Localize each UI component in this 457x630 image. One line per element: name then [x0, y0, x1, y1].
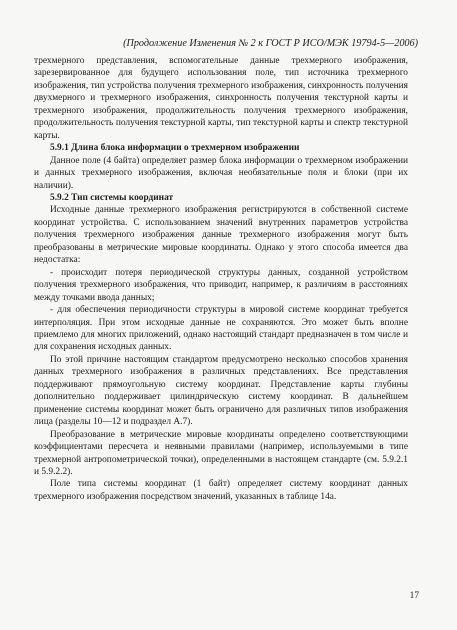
list-item-drawback-2: - для обеспечения периодичности структуры в мировой системе координат требуется интерполяция. При этом исходные данные не сохраняются. Это может быть вполне приемлемо для многих приложений, однако настоящий стандарт предназначен в том числе и для сохранения исходных данных. [34, 305, 408, 353]
paragraph-metric-conversion: Преобразование в метрические мировые координаты определено соответствующими коэффициентами пересчета и неявными правилами (например, используемыми в типе трехмерной антропометрической точки), определенными в настоящем стандарте (см. 5.9.2.1 и 5.9.2.2). [34, 429, 408, 477]
running-header: (Продолжение Изменения № 2 к ГОСТ Р ИСО/МЭК 19794-5—2006) [123, 38, 418, 49]
section-heading-5-9-1: 5.9.1 Длина блока информации о трехмерном изображении [50, 143, 300, 154]
paragraph-source-data: Исходные данные трехмерного изображения регистрируются в собственной системе координат устройства. С использованием значений внутренних параметров устройства получения трехмерного изображения данные трехмерного изображения могут быть преобразованы в метрические мировые координаты. Однако у этого способа имеется два недостатка: [34, 205, 408, 266]
page-number: 17 [409, 591, 419, 601]
body-text [34, 55, 408, 503]
paragraph-block-length: Данное поле (4 байта) определяет размер блока информации о трехмерном изображении и данных трехмерного изображения, включая необязательные поля и блоки (при их наличии). [34, 155, 408, 191]
paragraph-continuation: трехмерного представления, вспомогательные данные трехмерного изображения, зарезервированное для будущего использования поле, тип источника трехмерного изображения, тип устройства получения трехмерного изображения, синхронность получения двухмерного и трехмерного изображения, синхронность получения текстурной карты и трехмерного изображения, продолжительность получения трехмерного изображения, продолжительность получения текстурной карты, тип текстурной карты и спектр текстурной карты. [34, 56, 408, 141]
paragraph-representations: По этой причине настоящим стандартом предусмотрено несколько способов хранения данных трехмерного изображения в различных представлениях. Все представления поддерживают прямоугольную систему координат. Представление карты глубины дополнительно поддерживает цилиндрическую систему координат. В дальнейшем применение системы координат может быть ограничено для различных типов изображения лица (разделы 10—12 и подраздел А.7). [34, 354, 408, 428]
section-heading-5-9-2: 5.9.2 Тип системы координат [50, 192, 174, 203]
list-item-drawback-1: - происходит потеря периодической структуры данных, созданной устройством получения трехмерного изображения, что приводит, например, к различиям в расстояниях между точками ввода данных; [34, 267, 408, 303]
paragraph-coordinate-field: Поле типа системы координат (1 байт) определяет систему координат данных трехмерного изображения посредством значений, указанных в таблице 14а. [34, 479, 408, 502]
